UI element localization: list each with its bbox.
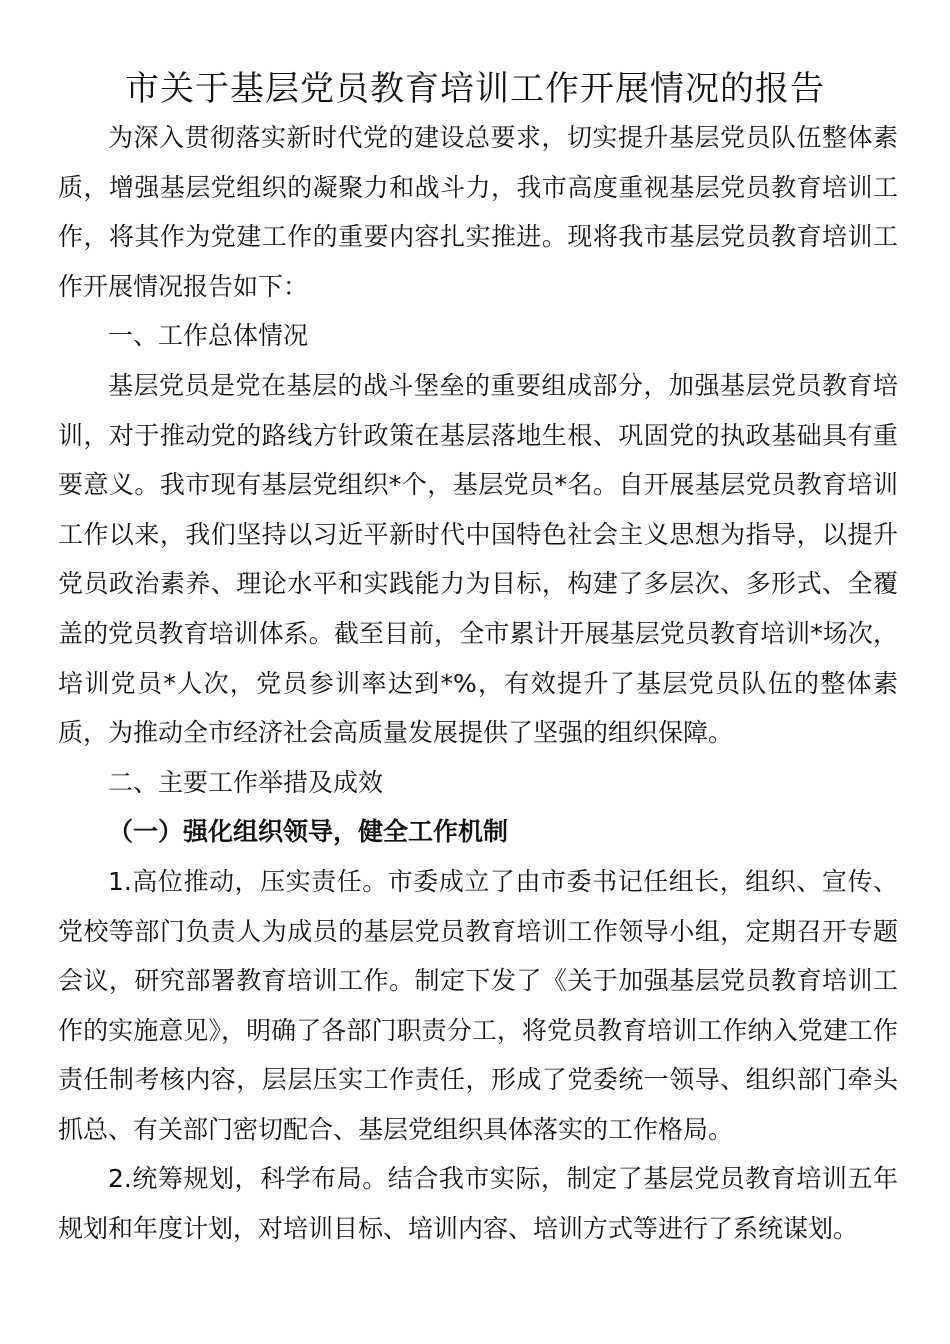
item-1-paragraph: 1.高位推动，压实责任。市委成立了由市委书记任组长，组织、宣传、党校等部门负责人为成员的基层党员教育培训工作领导小组，定期召开专题会议，研究部署教育培训工作。制定下发了《关于加强基层党员教育培训工作的实施意见》，明确了各部门职责分工，将党员教育培训工作纳入党建工作责任制考核内容，层层压实工作责任，形成了党委统一领导、组织部门牵头抓总、有关部门密切配合、基层党组织具体落实的工作格局。 — [58, 866, 898, 1144]
document-title: 市关于基层党员教育培训工作开展情况的报告 — [125, 69, 825, 109]
document-body — [58, 113, 898, 1254]
item-2-paragraph: 2.统筹规划，科学布局。结合我市实际，制定了基层党员教育培训五年规划和年度计划，对培训目标、培训内容、培训方式等进行了系统谋划。 — [58, 1164, 898, 1244]
intro-paragraph: 为深入贯彻落实新时代党的建设总要求，切实提升基层党员队伍整体素质，增强基层党组织的凝聚力和战斗力，我市高度重视基层党员教育培训工作，将其作为党建工作的重要内容扎实推进。现将我市基层党员教育培训工作开展情况报告如下： — [58, 123, 898, 301]
section-1-paragraph: 基层党员是党在基层的战斗堡垒的重要组成部分，加强基层党员教育培训，对于推动党的路线方针政策在基层落地生根、巩固党的执政基础具有重要意义。我市现有基层党组织*个，基层党员*名。自开展基层党员教育培训工作以来，我们坚持以习近平新时代中国特色社会主义思想为指导，以提升党员政治素养、理论水平和实践能力为目标，构建了多层次、多形式、全覆盖的党员教育培训体系。截至目前，全市累计开展基层党员教育培训*场次，培训党员*人次，党员参训率达到*%，有效提升了基层党员队伍的整体素质，为推动全市经济社会高质量发展提供了坚强的组织保障。 — [58, 370, 898, 748]
section-2-heading: 二、主要工作举措及成效 — [108, 767, 384, 797]
subsection-1-heading: （一）强化组织领导，健全工作机制 — [108, 817, 509, 847]
section-1-heading: 一、工作总体情况 — [108, 321, 309, 351]
